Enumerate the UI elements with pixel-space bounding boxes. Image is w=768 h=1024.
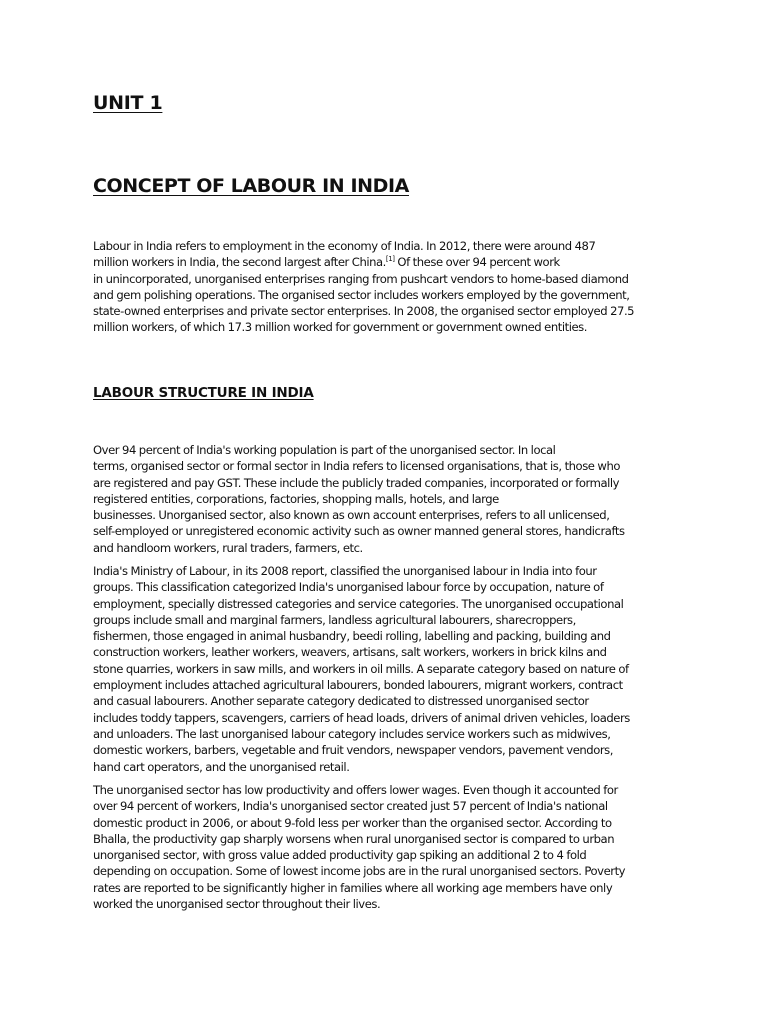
paragraph-line: groups include small and marginal farmers, landless agricultural labourers, sharecroppers, <box>93 612 576 627</box>
section-heading: LABOUR STRUCTURE IN INDIA <box>93 385 314 401</box>
paragraph-line: includes toddy tappers, scavengers, carriers of head loads, drivers of animal driven vehicles, loaders <box>93 710 630 725</box>
paragraph-line: rates are reported to be significantly higher in families where all working age members have only <box>93 880 613 895</box>
paragraph-line: are registered and pay GST. These include the publicly traded companies, incorporated or formally <box>93 475 620 490</box>
intro-paragraph <box>93 238 681 336</box>
paragraph-line: worked the unorganised sector throughout their lives. <box>93 897 381 912</box>
paragraph-line: state-owned enterprises and private sector enterprises. In 2008, the organised sector employed 27.5 <box>93 304 635 319</box>
paragraph-line: and handloom workers, rural traders, farmers, etc. <box>93 540 363 555</box>
paragraph-line: in unincorporated, unorganised enterprises ranging from pushcart vendors to home-based diamond <box>93 271 629 286</box>
paragraph-line: over 94 percent of workers, India's unorganised sector created just 57 percent of India's national <box>93 799 608 814</box>
body-paragraph <box>93 782 681 912</box>
paragraph-line: and gem polishing operations. The organised sector includes workers employed by the government, <box>93 287 630 302</box>
paragraph-line: depending on occupation. Some of lowest income jobs are in the rural unorganised sectors. Poverty <box>93 864 626 879</box>
paragraph-line: and casual labourers. Another separate category dedicated to distressed unorganised sector <box>93 694 589 709</box>
paragraph-line: unorganised sector, with gross value added productivity gap spiking an additional 2 to 4 fold <box>93 848 587 863</box>
paragraph-line: Bhalla, the productivity gap sharply worsens when rural unorganised sector is compared to urban <box>93 831 615 846</box>
paragraph-line-text: million workers in India, the second largest after China. <box>93 255 386 270</box>
paragraph-line: employment includes attached agricultural labourers, bonded labourers, migrant workers, contract <box>93 678 623 693</box>
paragraph-line: terms, organised sector or formal sector in India refers to licensed organisations, that is, those who <box>93 459 620 474</box>
paragraph-line: million workers, of which 17.3 million worked for government or government owned entities. <box>93 320 587 335</box>
paragraph-line: and unloaders. The last unorganised labour category includes service workers such as midwives, <box>93 726 611 741</box>
paragraph-line: businesses. Unorganised sector, also known as own account enterprises, refers to all unlicensed, <box>93 508 610 523</box>
page-title: CONCEPT OF LABOUR IN INDIA <box>93 175 409 197</box>
paragraph-line: India's Ministry of Labour, in its 2008 report, classified the unorganised labour in India into four <box>93 564 597 578</box>
unit-title: UNIT 1 <box>93 92 163 114</box>
paragraph-line: domestic workers, barbers, vegetable and fruit vendors, newspaper vendors, pavement vendors, <box>93 743 613 758</box>
paragraph-line: registered entities, corporations, factories, shopping malls, hotels, and large <box>93 491 499 506</box>
paragraph-line: employment, specially distressed categories and service categories. The unorganised occupational <box>93 596 624 611</box>
paragraph-line: groups. This classification categorized India's unorganised labour force by occupation, nature of <box>93 580 604 595</box>
paragraph-line: self-employed or unregistered economic activity such as owner manned general stores, handicrafts <box>93 524 625 539</box>
paragraph-line: fishermen, those engaged in animal husbandry, beedi rolling, labelling and packing, building and <box>93 629 611 644</box>
paragraph-line: hand cart operators, and the unorganised retail. <box>93 759 350 774</box>
footnote-reference[interactable]: [1] <box>385 255 395 264</box>
body-paragraph <box>93 442 681 556</box>
paragraph-line: stone quarries, workers in saw mills, and workers in oil mills. A separate category based on nature of <box>93 661 629 676</box>
paragraph-line: Over 94 percent of India's working population is part of the unorganised sector. In local <box>93 443 556 457</box>
body-paragraph <box>93 563 681 775</box>
paragraph-line <box>93 254 681 270</box>
paragraph-line: Labour in India refers to employment in the economy of India. In 2012, there were around 487 <box>93 239 596 253</box>
paragraph-line: The unorganised sector has low productivity and offers lower wages. Even though it accounted for <box>93 783 618 797</box>
paragraph-line: construction workers, leather workers, weavers, artisans, salt workers, workers in brick kilns and <box>93 645 607 660</box>
paragraph-line-text: Of these over 94 percent work <box>394 255 560 270</box>
paragraph-line: domestic product in 2006, or about 9-fold less per worker than the organised sector. According to <box>93 815 612 830</box>
